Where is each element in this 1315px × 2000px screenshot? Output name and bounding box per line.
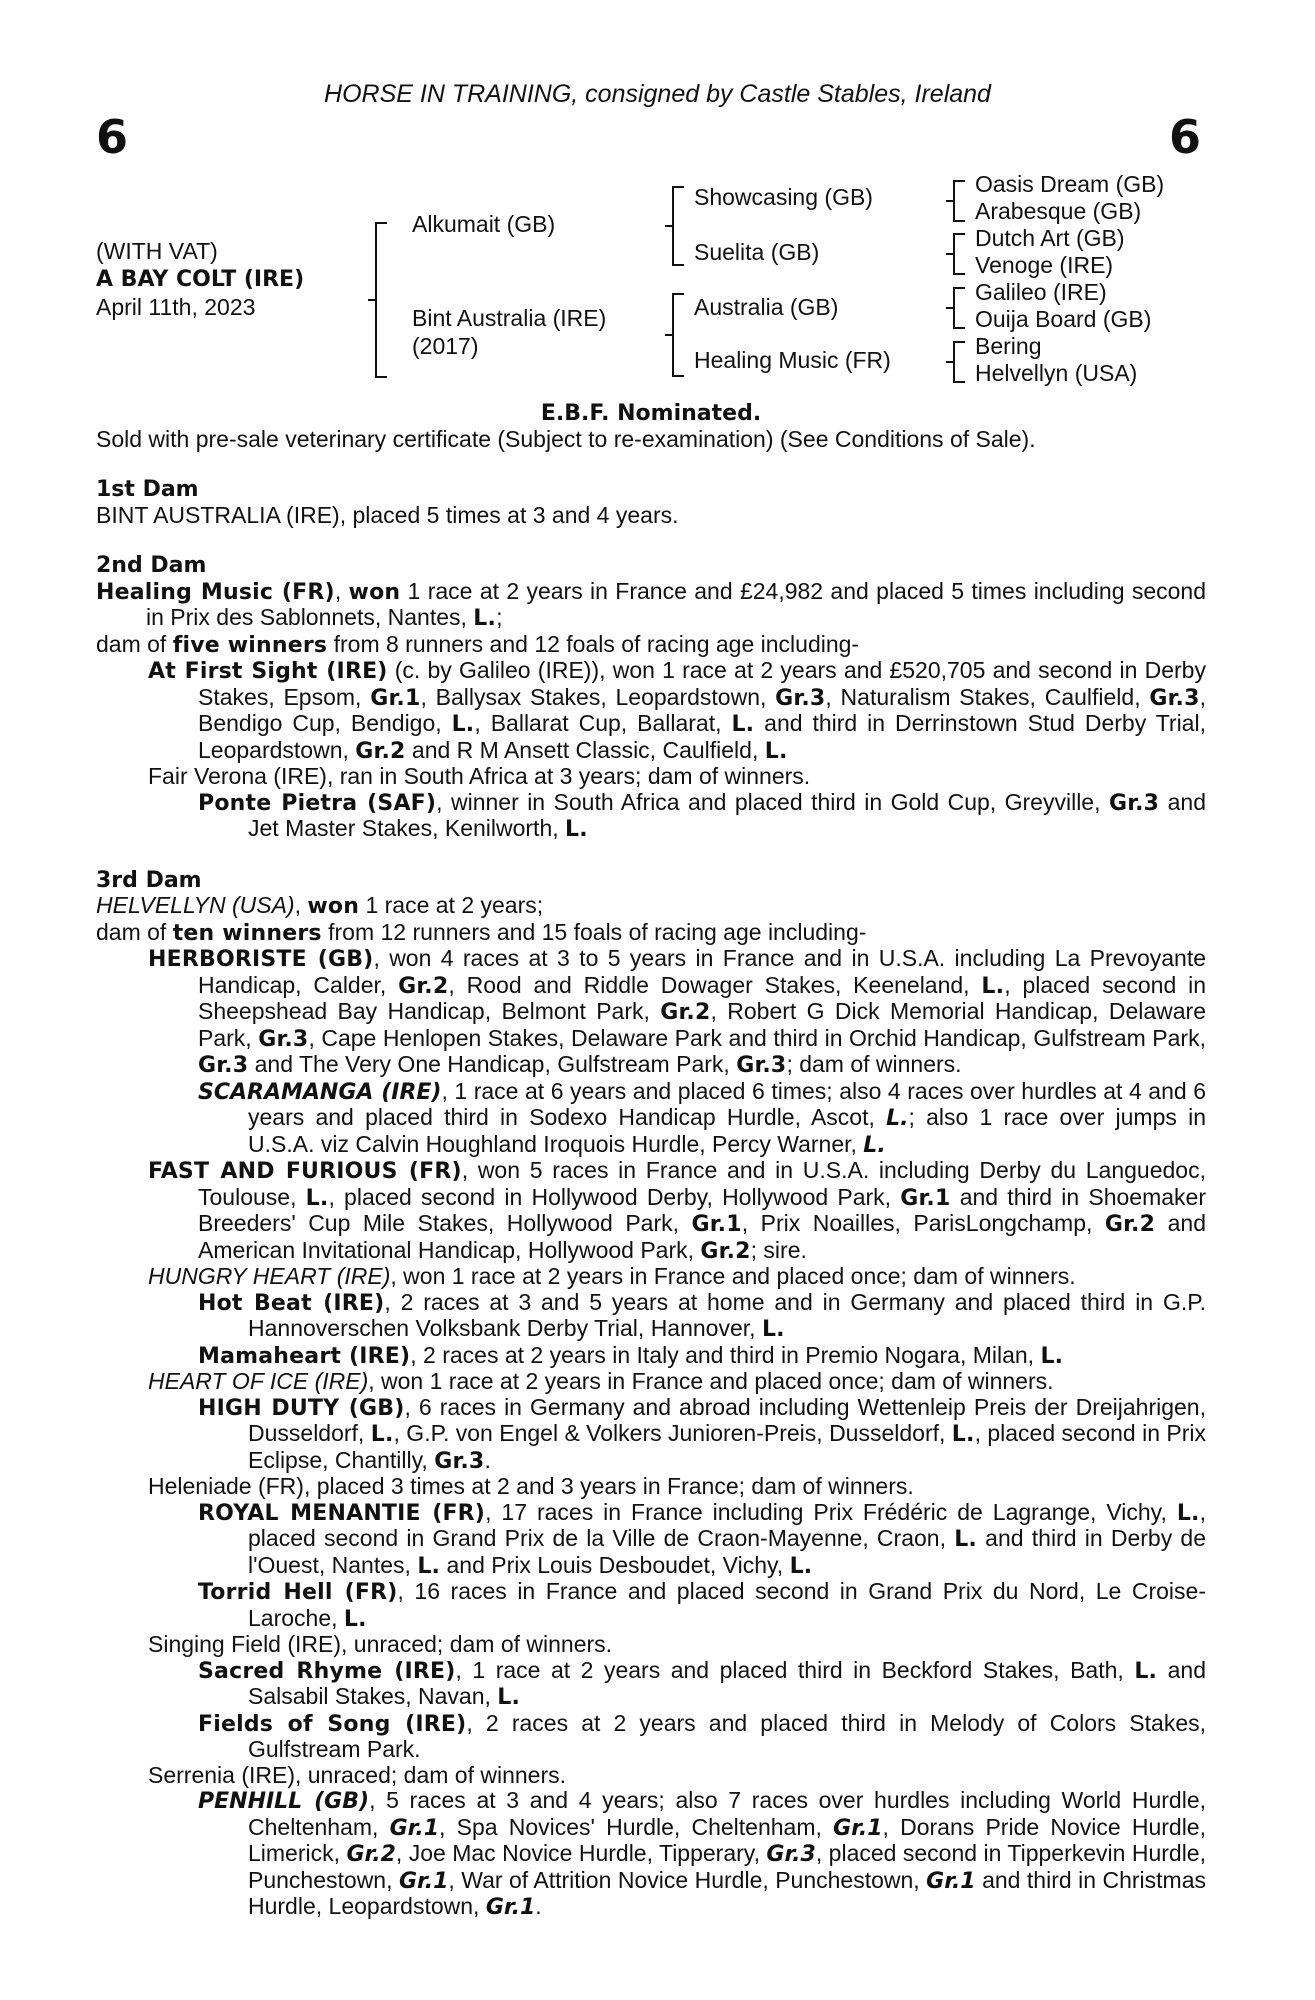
produce-entry: FAST AND FURIOUS (FR), won 5 races in France and in U.S.A. including Derby du Languedoc, Toulouse, L., placed second in Hollywood Derby, Hollywood Park, Gr.1 and third in Shoemaker Breeders' Cup Mile Stakes, Hollywood Park, Gr.1, Prix Noailles, ParisLongchamp, Gr.2 and American Invitational Handicap, Hollywood Park, Gr.2; sire. xyxy=(148,1157,1206,1264)
ggs-4: Venoge (IRE) xyxy=(975,252,1114,278)
produce-entry: Singing Field (IRE), unraced; dam of winners. xyxy=(148,1631,613,1657)
produce-entry: At First Sight (IRE) (c. by Galileo (IRE)), won 1 race at 2 years and £520,705 and second in Derby Stakes, Epsom, Gr.1, Ballysax Stakes, Leopardstown, Gr.3, Naturalism Stakes, Caulfield, Gr.3, Bendigo Cup, Bendigo, L., Ballarat Cup, Ballarat, L. and third in Derrinstown Stud Derby Trial, Leopardstown, Gr.2 and R M Ansett Classic, Caulfield, L. xyxy=(148,657,1206,764)
ggs-5: Galileo (IRE) xyxy=(975,279,1107,305)
produce-entry: ROYAL MENANTIE (FR), 17 races in France including Prix Frédéric de Lagrange, Vichy, L., placed second in Grand Prix de la Ville de Craon-Mayenne, Craon, L. and third in Derby de l'Ouest, Nantes, L. and Prix Louis Desboudet, Vichy, L. xyxy=(198,1498,1206,1579)
produce-entry: Hot Beat (IRE), 2 races at 3 and 5 years at home and in Germany and placed third in G.P. Hannoverschen Volksbank Derby Trial, Hannover, L. xyxy=(198,1288,1206,1342)
lot-number-left: 6 xyxy=(96,110,129,164)
produce-entry: Torrid Hell (FR), 16 races in France and placed second in Grand Prix du Nord, Le Croise-Laroche, L. xyxy=(198,1578,1206,1632)
granddam-2: Healing Music (FR) xyxy=(694,347,891,373)
ggs-8: Helvellyn (USA) xyxy=(975,360,1138,386)
second-dam-produce: dam of five winners from 8 runners and 12 foals of racing age including- xyxy=(96,630,860,658)
grandsire-1: Showcasing (GB) xyxy=(694,184,873,210)
second-dam-won: won xyxy=(348,579,401,605)
lot-number-right: 6 xyxy=(1168,110,1201,164)
pedigree-brace-4 xyxy=(953,180,965,222)
sire: Alkumait (GB) xyxy=(412,211,556,237)
produce-entry: HERBORISTE (GB), won 4 races at 3 to 5 years in France and in U.S.A. including La Prevoyante Handicap, Calder, Gr.2, Rood and Riddle Dowager Stakes, Keeneland, L., placed second in Sheepshead Bay Handicap, Belmont Park, Gr.2, Robert G Dick Memorial Handicap, Delaware Park, Gr.3, Cape Henlopen Stakes, Delaware Park and third in Orchid Handicap, Gulfstream Park, Gr.3 and The Very One Handicap, Gulfstream Park, Gr.3; dam of winners. xyxy=(148,945,1206,1078)
produce-entry: PENHILL (GB), 5 races at 3 and 4 years; also 7 races over hurdles including World Hurdle, Cheltenham, Gr.1, Spa Novices' Hurdle, Cheltenham, Gr.1, Dorans Pride Novice Hurdle, Limerick, Gr.2, Joe Mac Novice Hurdle, Tipperary, Gr.3, placed second in Tipperkevin Hurdle, Punchestown, Gr.1, War of Attrition Novice Hurdle, Punchestown, Gr.1 and third in Christmas Hurdle, Leopardstown, Gr.1. xyxy=(198,1787,1207,1920)
produce-entry: HEART OF ICE (IRE), won 1 race at 2 years in France and placed once; dam of winners. xyxy=(148,1368,1054,1394)
produce-entry: HIGH DUTY (GB), 6 races in Germany and abroad including Wettenleip Preis der Dreijahrigen, Dusseldorf, L., G.P. von Engel & Volkers Junioren-Preis, Dusseldorf, L., placed second in Prix Eclipse, Chantilly, Gr.3. xyxy=(198,1393,1207,1474)
foaling-date: April 11th, 2023 xyxy=(96,294,256,320)
ebf-note: E.B.F. Nominated. xyxy=(540,401,762,426)
horse-name: A BAY COLT (IRE) xyxy=(96,267,305,292)
grandsire-2: Australia (GB) xyxy=(694,294,839,320)
third-dam-text: HELVELLYN (USA), won 1 race at 2 years; xyxy=(96,892,544,919)
produce-entry: Mamaheart (IRE), 2 races at 2 years in Italy and third in Premio Nogara, Milan, L. xyxy=(198,1341,1064,1369)
ggs-7: Bering xyxy=(975,333,1042,359)
ggs-3: Dutch Art (GB) xyxy=(975,225,1125,251)
produce-entry: HUNGRY HEART (IRE), won 1 race at 2 years in France and placed once; dam of winners. xyxy=(148,1263,1076,1289)
pedigree-brace-2 xyxy=(672,186,684,266)
ggs-6: Ouija Board (GB) xyxy=(975,306,1152,332)
second-dam-record: 1 race at 2 years in France and £24,982 and placed 5 times including second in Prix des Sablonnets, Nantes, xyxy=(146,577,1206,630)
pedigree-brace-6 xyxy=(953,287,965,329)
second-dam-name: Healing Music (FR) xyxy=(96,579,335,605)
pedigree-brace-7 xyxy=(953,341,965,383)
third-dam-name: HELVELLYN (USA) xyxy=(96,892,295,918)
third-dam-produce: dam of ten winners from 12 runners and 15 foals of racing age including- xyxy=(96,918,867,946)
produce-entry: Heleniade (FR), placed 3 times at 2 and 3 years in France; dam of winners. xyxy=(148,1473,914,1499)
vat-label: (WITH VAT) xyxy=(96,238,218,264)
pedigree-brace-3 xyxy=(672,293,684,377)
third-dam-heading: 3rd Dam xyxy=(96,867,202,893)
produce-entry: Ponte Pietra (SAF), winner in South Africa and placed third in Gold Cup, Greyville, Gr.3 and Jet Master Stakes, Kenilworth, L. xyxy=(198,788,1207,842)
vet-note: Sold with pre-sale veterinary certificate (Subject to re-examination) (See Conditions of Sale). xyxy=(96,425,1036,452)
ggs-1: Oasis Dream (GB) xyxy=(975,171,1165,197)
second-dam-heading: 2nd Dam xyxy=(96,553,207,578)
produce-entry: Fields of Song (IRE), 2 races at 2 years and placed third in Melody of Colors Stakes, Gulfstream Park. xyxy=(198,1709,1206,1762)
first-dam-heading: 1st Dam xyxy=(96,477,199,502)
produce-entry: SCARAMANGA (IRE), 1 race at 6 years and placed 6 times; also 4 races over hurdles at 4 and 6 years and placed third in Sodexo Handicap Hurdle, Ascot, L.; also 1 race over jumps in U.S.A. viz Calvin Houghland Iroquois Hurdle, Percy Warner, L. xyxy=(198,1077,1206,1158)
dam: Bint Australia (IRE) xyxy=(412,305,607,331)
first-dam-text: BINT AUSTRALIA (IRE), placed 5 times at 3 and 4 years. xyxy=(96,501,679,528)
ggs-2: Arabesque (GB) xyxy=(975,198,1142,224)
produce-entry: Sacred Rhyme (IRE), 1 race at 2 years and placed third in Beckford Stakes, Bath, L. and Salsabil Stakes, Navan, L. xyxy=(198,1656,1206,1710)
second-dam-text: Healing Music (FR), won 1 race at 2 years in France and £24,982 and placed 5 times including second in Prix des Sablonnets, Nantes, L.; xyxy=(96,577,1206,631)
produce-entry: Fair Verona (IRE), ran in South Africa at 3 years; dam of winners. xyxy=(148,763,811,789)
pedigree-brace-1 xyxy=(375,222,387,378)
catalogue-header: HORSE IN TRAINING, consigned by Castle Stables, Ireland xyxy=(324,80,991,108)
granddam-1: Suelita (GB) xyxy=(694,239,820,265)
pedigree-brace-5 xyxy=(953,233,965,275)
produce-entry: Serrenia (IRE), unraced; dam of winners. xyxy=(148,1761,567,1788)
dam-year: (2017) xyxy=(412,333,479,359)
catalogue-body xyxy=(96,401,1206,1921)
